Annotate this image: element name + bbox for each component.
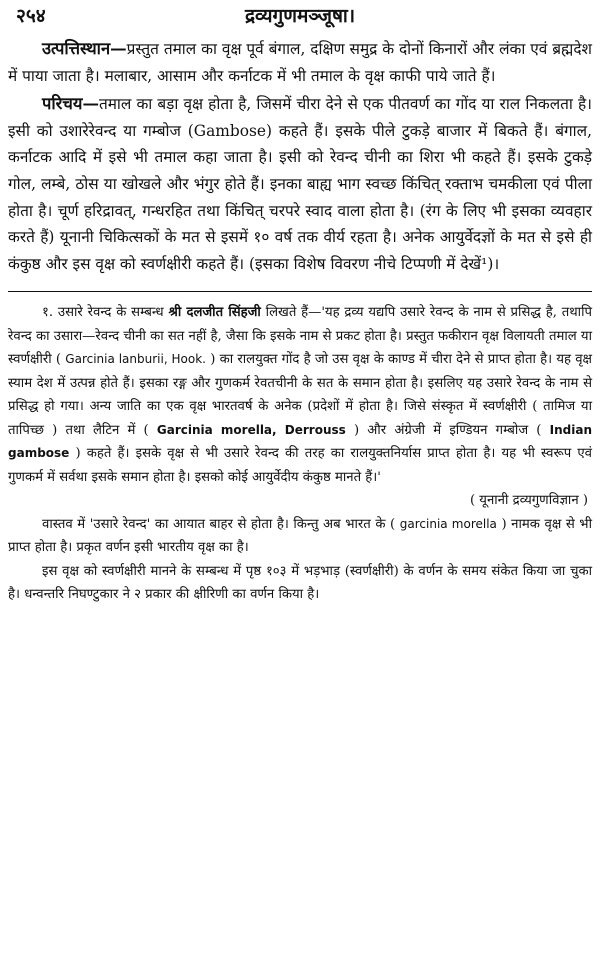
latin-name-4: garcinia morella xyxy=(399,516,497,531)
footnote-text-b: ) का रालयुक्त गोंद है जो उस वृक्ष के काण्ड में चीरा देने से प्राप्त होता है। यह वृक्ष स्याम देश में उत्पन्न होते हैं। इसका रङ्ग और गुणकर्म रेवतचीनी के सत के समान होता है। इसलिए यह उसारे रेवन्द के नाम से प्रसिद्ध हो गया। अन्य जाति का एक वृक्ष भारतवर्ष के अनेक (प्रदेशों में होता है। जिसे संस्कृत में स्वर्णक्षीरी ( तामिज या तापिच्छ ) तथा लैटिन में ( xyxy=(8,352,593,438)
footnote-paragraph-1 xyxy=(8,301,592,489)
footnote-paragraph-3: इस वृक्ष को स्वर्णक्षीरी मानने के सम्बन्ध में पृष्ठ १०३ में भड़भाड़ (स्वर्णक्षीरी) के वर्णन के समय संकेत किया जा चुका है। धन्वन्तरि निघण्टुकार ने २ प्रकार की क्षीरिणी का वर्णन किया है। xyxy=(8,563,592,603)
intro-text: तमाल का बड़ा वृक्ष होता है, जिसमें चीरा देने से एक पीतवर्ण का गोंद या राल निकलता है। इसी को उशारेरेवन्द या गम्बोज (Gambose) कहते हैं। इसके पीले टुकड़े बाजार में बिकते हैं। बंगाल, कर्नाटक आदि में इसे भी तमाल कहा जाता है। इसी को रेवन्द चीनी का शिरा भी कहते हैं। इसके टुकड़े गोल, लम्बे, ठोस या खोखले और भंगुर होते हैं। इनका बाह्य भाग स्वच्छ किंचित् रक्ताभ चमकीला एवं पीला होता है। चूर्ण हरिद्रावत्, गन्धरहित तथा किंचित् चरपरे स्वाद वाला होता है। (रंग के लिए भी इसका व्यवहार करते हैं) यूनानी चिकित्सकों के मत से इसमें १० वर्ष तक वीर्य रहता है। अनेक आयुर्वेदज्ञों के मत से इसे ही कंकुष्ठ और इस वृक्ष को स्वर्णक्षीरी कहते हैं। (इसका विशेष विवरण नीचे टिप्पणी में देखें¹)। xyxy=(8,95,592,273)
footnote-block xyxy=(8,301,592,607)
intro-heading: परिचय— xyxy=(42,94,99,114)
running-title: द्रव्यगुणमञ्जूषा। xyxy=(244,5,356,27)
page-number: २५४ xyxy=(16,5,46,27)
footnote-author: श्री दलजीत सिंहजी xyxy=(168,305,261,321)
footnote-source: ( यूनानी द्रव्यगुणविज्ञान ) xyxy=(469,493,588,509)
footnote-lead: १. उसारे रेवन्द के सम्बन्ध xyxy=(42,305,169,321)
intro-paragraph xyxy=(8,91,592,277)
latin-name-1: Garcinia lanburii, Hook. xyxy=(65,352,206,367)
footnote-text-a: लिखते हैं—'यह द्रव्य यद्यपि उसारे रेवन्द के नाम से प्रसिद्ध है, तथापि रेवन्द का उसारा—रेवन्द चीनी का सत नहीं है, जैसा कि इसके नाम से प्रकट होता है। प्रस्तुत फकीरान वृक्ष विलायती तमाल या स्वर्णक्षीरी ( xyxy=(8,305,592,368)
latin-name-3: Indian gambose xyxy=(8,422,592,461)
latin-name-2: Garcinia morella, Derrouss xyxy=(156,422,346,437)
page-header xyxy=(8,0,592,30)
footnote-text-d: ) कहते हैं। इसके वृक्ष से भी उसारे रेवन्द की तरह का रालयुक्तनिर्यास प्राप्त होता है। यह भी स्वरूप एवं गुणकर्म में सर्वथा इसके समान होता है। इसको कोई आयुर्वेदीय कंकुष्ठ मानते हैं।' xyxy=(8,446,592,485)
footnote-divider xyxy=(8,291,592,292)
origin-text: प्रस्तुत तमाल का वृक्ष पूर्व बंगाल, दक्षिण समुद्र के दोनों किनारों और लंका एवं ब्रह्मदेश में पाया जाता है। मलाबार, आसाम और कर्नाटक में भी तमाल के वृक्ष काफी पाये जाते हैं। xyxy=(8,40,592,85)
main-text xyxy=(8,36,592,277)
footnote-text-e: वास्तव में 'उसारे रेवन्द' का आयात बाहर से होता है। किन्तु अब भारत के ( xyxy=(42,516,400,532)
footnote-text-f: ) नामक वृक्ष से भी प्राप्त होता है। प्रकृत वर्णन इसी भारतीय वृक्ष का है। xyxy=(8,516,592,556)
origin-heading: उत्पत्तिस्थान— xyxy=(42,39,127,58)
footnote-paragraph-2 xyxy=(8,513,592,560)
origin-paragraph xyxy=(8,36,592,89)
footnote-text-c: ) और अंग्रेजी में इण्डियन गम्बोज ( xyxy=(345,422,550,438)
